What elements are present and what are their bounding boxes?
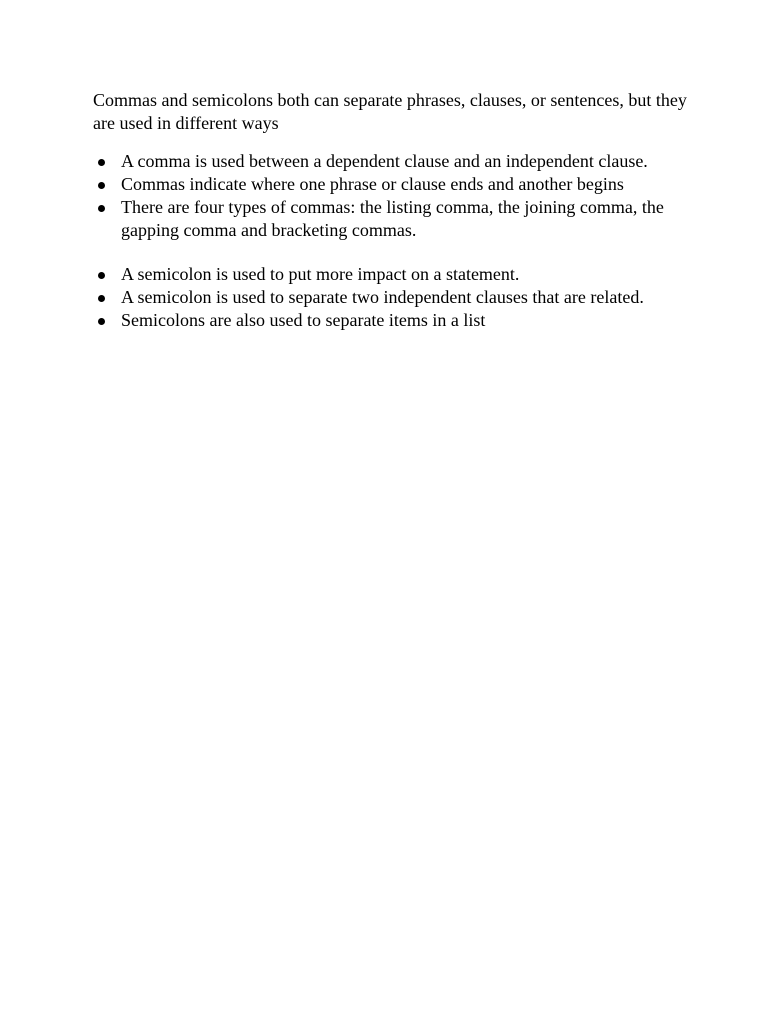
bullet-text: A semicolon is used to put more impact on a statement. (121, 264, 520, 284)
list-item (93, 196, 693, 242)
bullet-icon (98, 182, 105, 189)
bullet-icon (98, 159, 105, 166)
bullet-text: Semicolons are also used to separate items in a list (121, 310, 486, 330)
bullet-text: Commas indicate where one phrase or clause ends and another begins (121, 174, 624, 194)
list-item (93, 309, 693, 332)
bullet-text: A comma is used between a dependent clause and an independent clause. (121, 151, 648, 171)
list-item (93, 150, 693, 173)
bullet-icon (98, 318, 105, 325)
list-item (93, 173, 693, 196)
list-item (93, 263, 693, 286)
semicolon-bullet-list (93, 263, 693, 332)
comma-bullet-list (93, 150, 693, 242)
bullet-icon (98, 272, 105, 279)
document-body (93, 89, 693, 332)
bullet-text: A semicolon is used to separate two independent clauses that are related. (121, 287, 644, 307)
bullet-icon (98, 205, 105, 212)
bullet-icon (98, 295, 105, 302)
bullet-text: There are four types of commas: the listing comma, the joining comma, the gapping comma and bracketing commas. (121, 197, 664, 240)
intro-paragraph: Commas and semicolons both can separate phrases, clauses, or sentences, but they are used in different ways (93, 90, 687, 133)
list-item (93, 286, 693, 309)
